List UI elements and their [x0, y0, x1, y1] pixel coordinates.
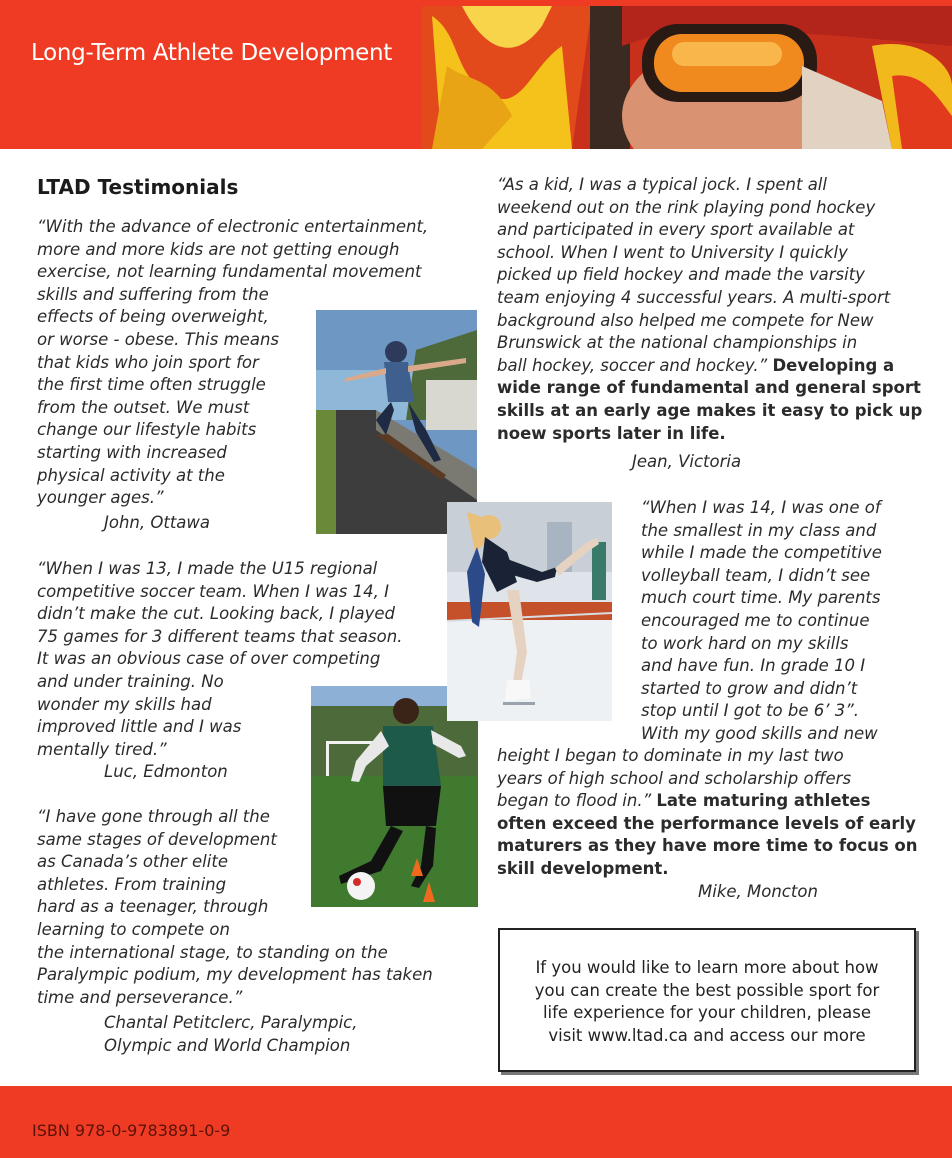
testimonial-line: weekend out on the rink playing pond hockey: [497, 197, 876, 217]
skateboarder-photo: [316, 310, 477, 534]
testimonial-line: younger ages.”: [37, 488, 164, 508]
emphasis-line: skill development.: [497, 858, 669, 878]
author-line: Olympic and World Champion: [104, 1035, 351, 1055]
testimonial-line: as Canada’s other elite: [37, 852, 228, 872]
testimonial-jean: [497, 174, 922, 445]
testimonial-line: school. When I went to University I quickly: [497, 242, 848, 262]
testimonial-line: to work hard on my skills: [641, 633, 849, 653]
testimonial-chantal: [37, 806, 433, 1009]
testimonial-line: while I made the competitive: [641, 543, 882, 563]
figure-skater-photo: [447, 502, 612, 721]
testimonial-author: Jean, Victoria: [632, 452, 742, 471]
testimonial-line: background also helped me compete for New: [497, 310, 874, 330]
testimonial-line: physical activity at the: [37, 465, 225, 485]
emphasis-text: Developing a: [772, 355, 895, 375]
call-to-action-box: [498, 928, 916, 1072]
testimonial-mike: [641, 497, 882, 746]
author-line: Chantal Petitclerc, Paralympic,: [104, 1013, 358, 1032]
testimonial-line: began to flood in.”: [497, 791, 652, 811]
testimonial-line: team enjoying 4 successful years. A multi-sport: [497, 287, 891, 307]
emphasis-text: Late maturing athletes: [656, 791, 871, 811]
testimonial-line: from the outset. We must: [37, 397, 250, 417]
testimonial-author: [104, 1012, 358, 1057]
testimonial-line: skills and suffering from the: [37, 284, 269, 304]
testimonial-line: much court time. My parents: [641, 588, 881, 608]
emphasis-line: often exceed the performance levels of early: [497, 813, 916, 833]
testimonial-line: volleyball team, I didn’t see: [641, 565, 871, 585]
testimonial-author: Mike, Moncton: [698, 882, 818, 901]
testimonial-line: ball hockey, soccer and hockey.”: [497, 355, 768, 375]
testimonial-line: “With the advance of electronic entertainment,: [37, 217, 429, 236]
testimonial-line: competitive soccer team. When I was 14, I: [37, 581, 389, 601]
emphasis-line: noew sports later in life.: [497, 423, 726, 443]
testimonial-line: exercise, not learning fundamental movement: [37, 262, 422, 282]
testimonial-line: “I have gone through all the: [37, 807, 270, 826]
emphasis-line: wide range of fundamental and general sport: [497, 378, 921, 398]
testimonial-line: learning to compete on: [37, 919, 230, 939]
cta-line: visit www.ltad.ca and access our more: [548, 1025, 866, 1045]
testimonial-line: effects of being overweight,: [37, 307, 269, 327]
testimonial-line: “When I was 14, I was one of: [641, 498, 881, 517]
testimonial-line: wonder my skills had: [37, 694, 212, 714]
testimonial-line: height I began to dominate in my last two: [497, 746, 844, 765]
testimonial-line: Brunswick at the national championships in: [497, 333, 858, 353]
emphasis-line: skills at an early age makes it easy to pick up: [497, 400, 923, 420]
testimonial-line: encouraged me to continue: [641, 610, 870, 630]
testimonial-line: and under training. No: [37, 671, 224, 691]
cta-line: If you would like to learn more about how: [535, 958, 879, 977]
testimonial-line: “As a kid, I was a typical jock. I spent all: [497, 175, 827, 194]
testimonial-line: and have fun. In grade 10 I: [641, 656, 866, 676]
testimonial-line: more and more kids are not getting enough: [37, 239, 400, 259]
testimonial-line: started to grow and didn’t: [641, 678, 858, 698]
testimonial-line: starting with increased: [37, 442, 227, 462]
testimonial-line: years of high school and scholarship offers: [497, 768, 852, 788]
testimonial-line: time and perseverance.”: [37, 987, 243, 1007]
testimonial-line: mentally tired.”: [37, 739, 167, 759]
testimonial-line: “When I was 13, I made the U15 regional: [37, 559, 378, 578]
testimonial-line: hard as a teenager, through: [37, 897, 269, 917]
testimonial-line: and participated in every sport available at: [497, 220, 855, 240]
testimonial-line: the smallest in my class and: [641, 520, 877, 540]
call-to-action-text: [500, 957, 914, 1047]
testimonial-line: that kids who join sport for: [37, 352, 259, 372]
testimonial-line: It was an obvious case of over competing: [37, 649, 381, 669]
testimonial-author: Luc, Edmonton: [104, 762, 228, 781]
testimonial-line: 75 games for 3 different teams that season.: [37, 626, 403, 646]
testimonial-line: improved little and I was: [37, 717, 242, 737]
testimonial-line: athletes. From training: [37, 874, 227, 894]
testimonial-line: picked up field hockey and made the varsity: [497, 265, 865, 285]
testimonial-line: With my good skills and new: [641, 723, 878, 743]
emphasis-line: maturers as they have more time to focus on: [497, 836, 918, 856]
isbn-text: ISBN 978-0-9783891-0-9: [32, 1121, 231, 1140]
testimonial-line: Paralympic podium, my development has taken: [37, 965, 433, 985]
testimonial-line: the first time often struggle: [37, 375, 266, 395]
header-title: Long-Term Athlete Development: [31, 40, 392, 66]
testimonial-line: or worse - obese. This means: [37, 329, 279, 349]
testimonial-mike-continued: [497, 745, 918, 881]
testimonial-line: change our lifestyle habits: [37, 420, 257, 440]
header-athlete-photo: [422, 6, 952, 149]
cta-line: life experience for your children, please: [542, 1003, 872, 1022]
cta-line: you can create the best possible sport for: [534, 980, 880, 1000]
testimonial-line: didn’t make the cut. Looking back, I played: [37, 604, 395, 624]
testimonial-line: same stages of development: [37, 829, 277, 849]
testimonial-author: John, Ottawa: [104, 513, 211, 532]
testimonial-line: the international stage, to standing on the: [37, 942, 388, 962]
section-title: LTAD Testimonials: [37, 175, 239, 199]
testimonial-line: stop until I got to be 6’ 3”.: [641, 701, 860, 721]
